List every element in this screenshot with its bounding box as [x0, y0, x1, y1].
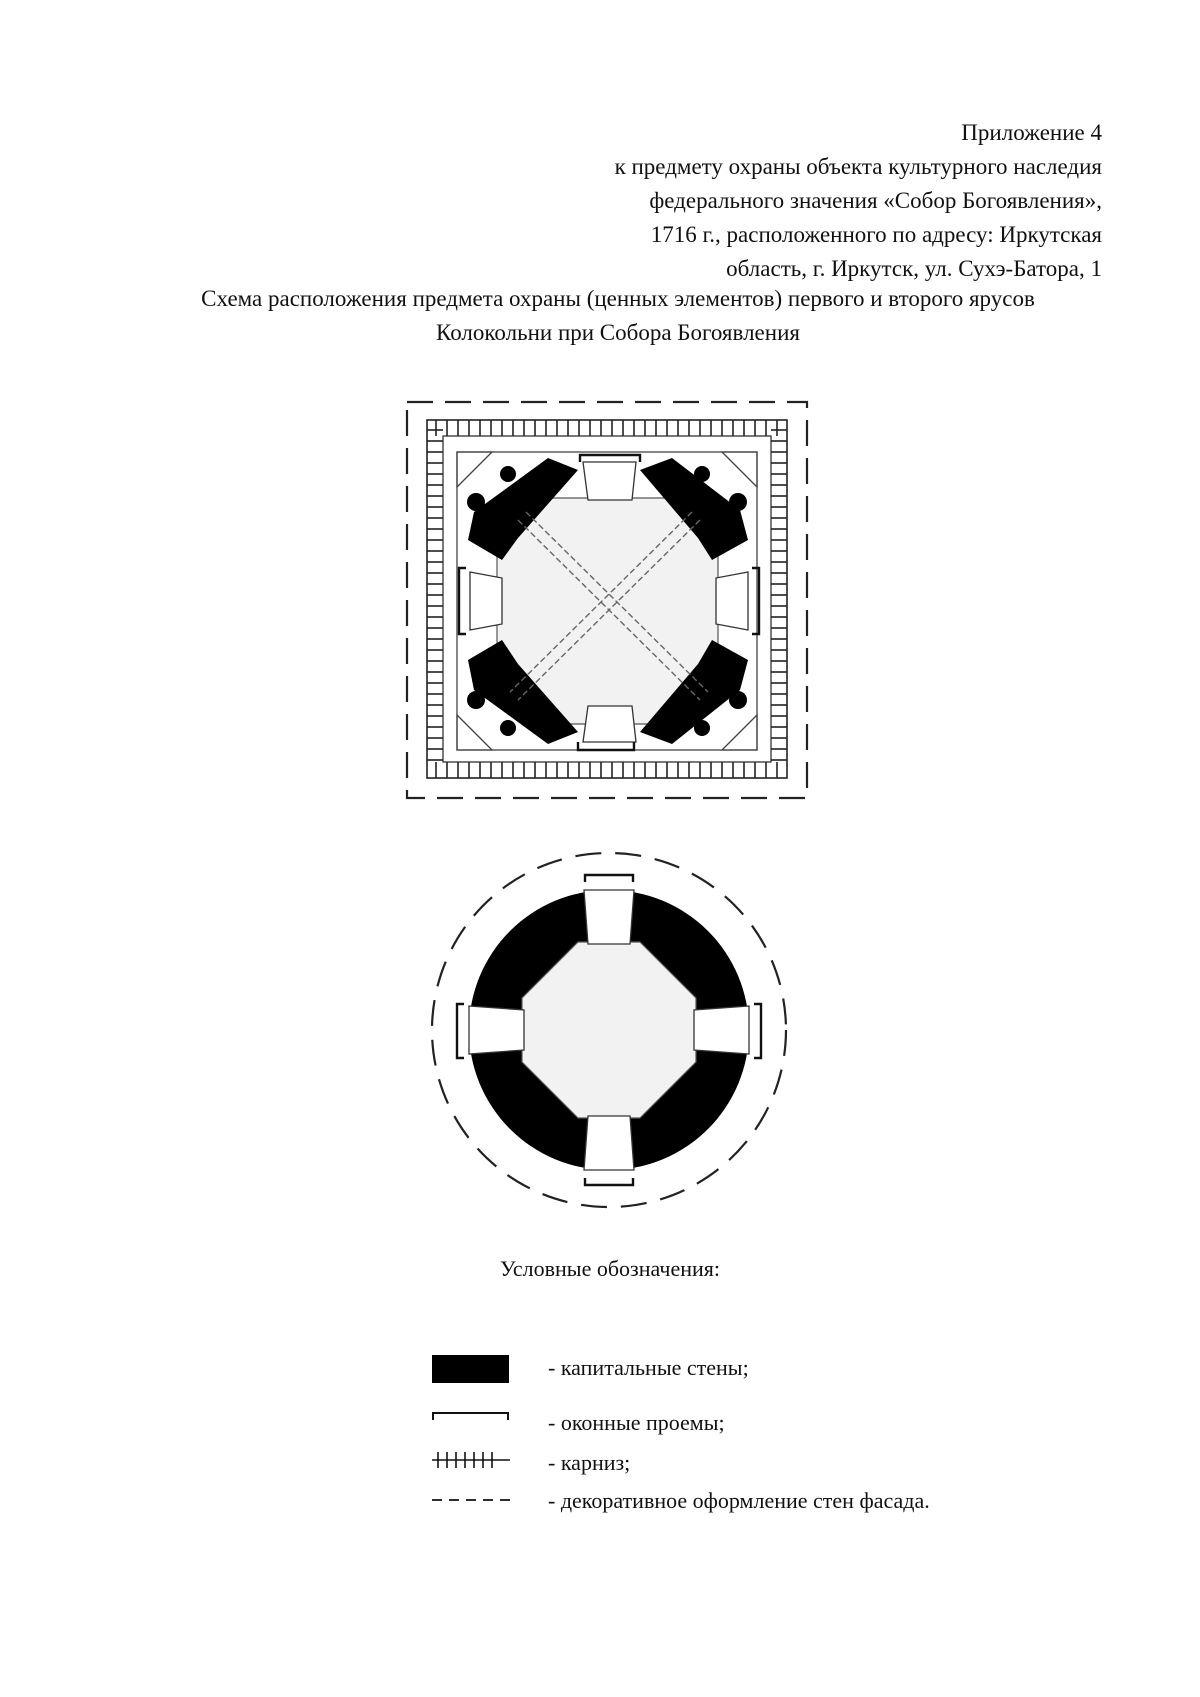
legend-capital-wall-swatch	[432, 1355, 509, 1383]
legend-cornice-swatch	[432, 1452, 510, 1468]
appendix-number: Приложение 4	[961, 120, 1102, 145]
window-bracket	[580, 455, 640, 462]
window-bracket	[754, 1004, 761, 1058]
appendix-subject-line: 1716 г., расположенного по адресу: Иркутская	[650, 222, 1102, 247]
window-opening	[694, 1006, 749, 1054]
scheme-title-line: Схема расположения предмета охраны (ценных элементов) первого и второго ярусов	[201, 286, 1035, 311]
window-opening	[470, 572, 502, 630]
legend-label-windows: - оконные проемы;	[548, 1410, 725, 1435]
legend-symbols	[432, 1355, 510, 1500]
window-bracket	[457, 1004, 464, 1058]
appendix-subject-line: федерального значения «Собор Богоявления»,	[649, 188, 1102, 213]
appendix-address-line: область, г. Иркутск, ул. Сухэ-Батора, 1	[726, 256, 1102, 281]
window-bracket	[752, 568, 759, 634]
window-opening	[584, 890, 634, 944]
scheme-title-line: Колокольни при Собора Богоявления	[436, 320, 800, 345]
legend-heading: Условные обозначения:	[499, 1256, 721, 1281]
legend-window-bracket-swatch	[433, 1413, 508, 1420]
legend-label-facade-decoration: - декоративное оформление стен фасада.	[548, 1488, 930, 1513]
window-opening	[469, 1006, 524, 1054]
legend-label-cornice: - карниз;	[548, 1450, 631, 1475]
window-bracket	[585, 875, 633, 882]
first-tier-plan	[407, 402, 807, 798]
window-opening	[583, 706, 636, 742]
window-bracket	[459, 568, 466, 634]
second-tier-plan	[432, 853, 786, 1207]
window-opening	[584, 1116, 634, 1170]
window-opening	[716, 572, 748, 630]
appendix-subject-line: к предмету охраны объекта культурного наследия	[614, 154, 1102, 179]
window-opening	[583, 462, 636, 500]
window-bracket	[585, 1178, 633, 1185]
legend-label-capital-walls: - капитальные стены;	[548, 1355, 749, 1380]
window-bracket	[578, 742, 634, 750]
